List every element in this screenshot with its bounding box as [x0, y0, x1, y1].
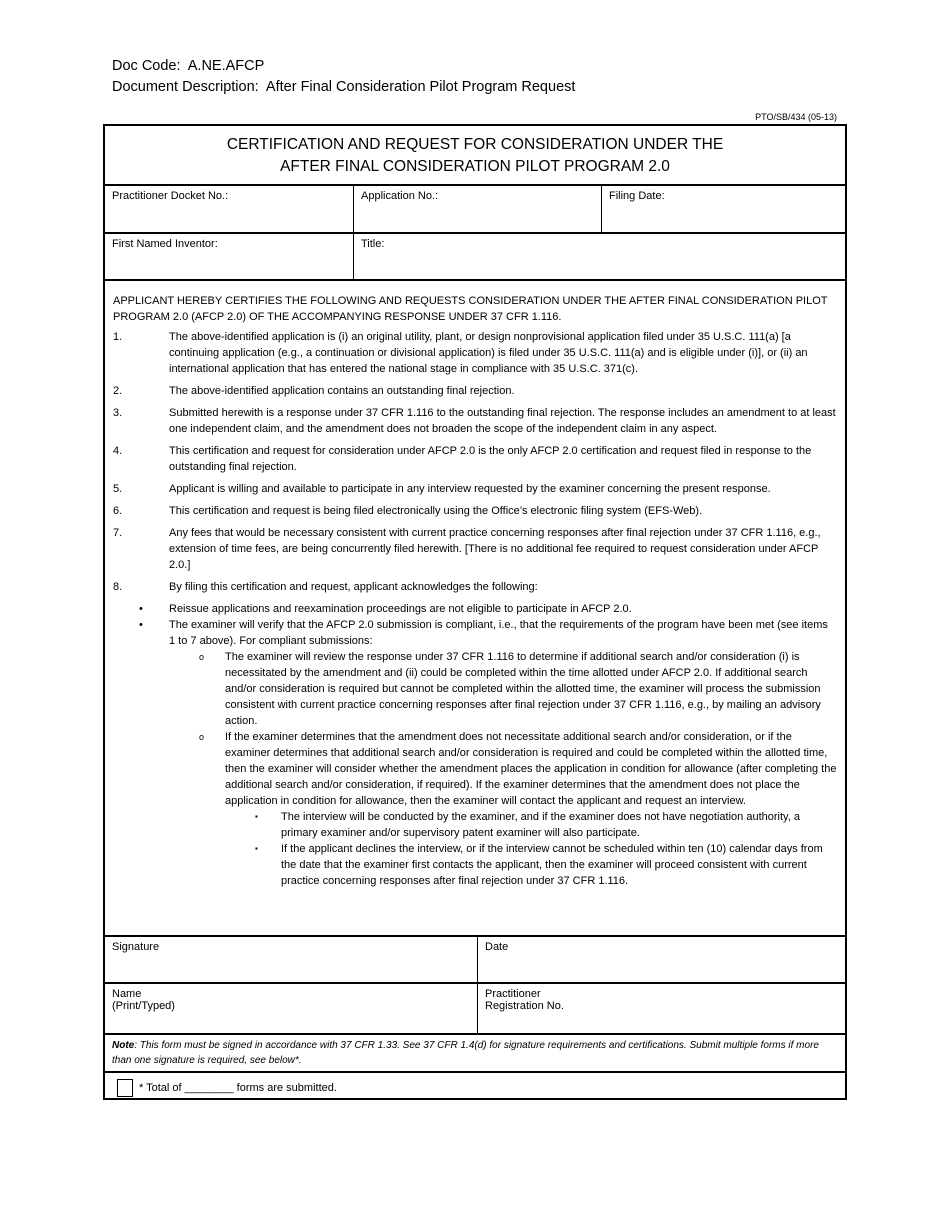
total-forms-text: * Total of ________ forms are submitted.	[139, 1082, 337, 1094]
circle-bullet-icon: o	[199, 652, 205, 662]
bullet-item: • The examiner will verify that the AFCP 2.0 submission is compliant, i.e., that the requirements of the program have been met (see items 1 to 7 above). For compliant submissions:	[113, 617, 837, 649]
bullet-icon: •	[139, 619, 143, 631]
certification-form	[103, 124, 847, 1100]
title-line-1: CERTIFICATION AND REQUEST FOR CONSIDERATION UNDER THE	[226, 136, 724, 153]
list-item: 5. Applicant is willing and available to participate in any interview requested by the examiner concerning the present response.	[113, 483, 771, 495]
doc-description: Document Description: After Final Consideration Pilot Program Request	[112, 79, 576, 95]
title-line-2: AFTER FINAL CONSIDERATION PILOT PROGRAM 2.0	[280, 158, 670, 175]
filing-date-field[interactable]: Filing Date:	[601, 186, 845, 232]
note-label: Note	[112, 1040, 135, 1051]
list-item: 7. Any fees that would be necessary consistent with current practice concerning responses after final rejection under 37 CFR 1.116, e.g., extension of time fees, are being concurrently filed herewith. [There is no additional fee required to request consideration under AFCP 2.0.]	[113, 527, 821, 571]
note-text	[105, 1035, 845, 1073]
square-bullet-icon: ▪	[255, 812, 258, 821]
list-item: 6. This certification and request is being filed electronically using the Office’s electronic filing system (EFS-Web).	[113, 505, 703, 517]
name-row	[105, 984, 845, 1035]
inventor-field[interactable]: First Named Inventor:	[112, 238, 218, 250]
square-bullet-icon: ▪	[255, 844, 258, 853]
sub-sub-bullet-item: ▪ The interview will be conducted by the examiner, and if the examiner does not have negotiation authority, a primary examiner and/or supervisory patent examiner will also participate.	[113, 809, 837, 841]
form-title	[105, 126, 845, 186]
signature-field[interactable]: Signature	[112, 941, 160, 953]
inventor-row	[105, 234, 845, 281]
certification-body	[105, 281, 845, 937]
total-forms	[105, 1073, 845, 1103]
sub-bullet-item: o The examiner will review the response under 37 CFR 1.116 to determine if additional search and/or consideration (i) is necessitated by the amendment and (ii) could be completed within the time allotted under AFCP 2.0. If additional search and/or consideration is required but cannot be completed within the allotted time, the examiner will process the submission consistent with current practice concerning responses after final rejection under 37 CFR 1.116, e.g., by mailing an advisory action.	[113, 649, 837, 729]
signature-row	[105, 937, 845, 984]
circle-bullet-icon: o	[199, 732, 205, 742]
document-header	[112, 56, 575, 98]
sub-sub-bullet-item: ▪ If the applicant declines the interview, or if the interview cannot be scheduled within ten (10) calendar days from the date that the examiner first contacts the applicant, then the examiner will proceed consistent with current practice concerning responses after final rejection under 37 CFR 1.116.	[113, 841, 837, 889]
note-body: : This form must be signed in accordance with 37 CFR 1.33. See 37 CFR 1.4(d) for signature requirements and certifications. Submit multiple forms if more than one signature is required, see below*.	[112, 1040, 819, 1066]
name-field[interactable]: Name (Print/Typed)	[112, 988, 175, 1012]
title-field[interactable]: Title:	[353, 234, 845, 279]
list-item: 8. By filing this certification and request, applicant acknowledges the following:	[113, 581, 538, 593]
form-number: PTO/SB/434 (05-13)	[755, 112, 837, 122]
docket-field[interactable]: Practitioner Docket No.:	[112, 190, 229, 202]
date-field[interactable]: Date	[477, 937, 845, 982]
intro-text: APPLICANT HEREBY CERTIFIES THE FOLLOWING AND REQUESTS CONSIDERATION UNDER THE AFTER FINAL CONSIDERATION PILOT PROGRAM 2.0 (AFCP 2.0) OF THE ACCOMPANYING RESPONSE UNDER 37 CFR 1.116.	[113, 295, 828, 323]
list-item: 2. The above-identified application contains an outstanding final rejection.	[113, 385, 515, 397]
application-field[interactable]: Application No.:	[353, 186, 601, 232]
registration-field[interactable]: Practitioner Registration No.	[477, 984, 845, 1033]
sub-bullet-item: o If the examiner determines that the amendment does not necessitate additional search and/or consideration, or if the examiner determines that additional search and/or consideration is required and could be completed within the allotted time, then the examiner will consider whether the amendment places the application in condition for allowance (after completing the additional search and/or consideration, if required). If the examiner determines that the amendment does not place the application in condition for allowance, then the examiner will contact the applicant and request an interview.	[113, 729, 837, 809]
total-checkbox[interactable]	[117, 1079, 133, 1097]
list-item: 4. This certification and request for consideration under AFCP 2.0 is the only AFCP 2.0 certification and request filed in response to the outstanding final rejection.	[113, 445, 812, 473]
list-item: 3. Submitted herewith is a response under 37 CFR 1.116 to the outstanding final rejection. The response includes an amendment to at least one independent claim, and the amendment does not broaden the scope of the independent claim in any aspect.	[113, 407, 836, 435]
list-item: 1. The above-identified application is (i) an original utility, plant, or design nonprovisional application filed under 35 U.S.C. 111(a) [a continuing application (e.g., a continuation or divisional application) is filed under 35 U.S.C. 111(a) and is eligible under (i)], or (ii) an international application that has entered the national stage in compliance with 35 U.S.C. 371(c).	[113, 331, 808, 375]
bullet-icon: •	[139, 603, 143, 615]
docket-row	[105, 186, 845, 234]
doc-code: Doc Code: A.NE.AFCP	[112, 58, 265, 74]
bullet-item: • Reissue applications and reexamination proceedings are not eligible to participate in AFCP 2.0.	[113, 601, 837, 617]
